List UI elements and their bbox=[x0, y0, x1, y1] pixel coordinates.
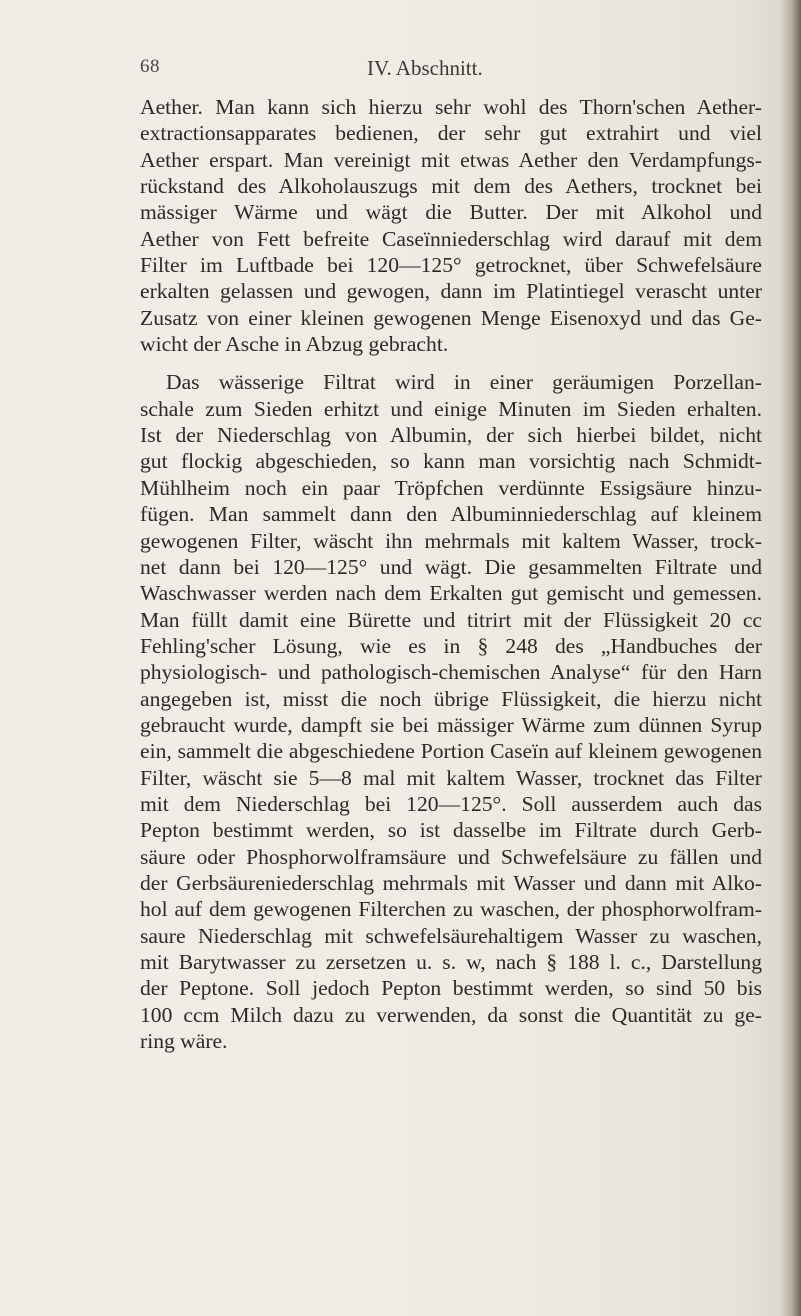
text-line: saure Niederschlag mit schwefelsäurehaltigem Wasser zu waschen, bbox=[140, 923, 762, 948]
page-edge-shadow bbox=[779, 0, 801, 1316]
text-line: Mühlheim noch ein paar Tröpfchen verdünnte Essigsäure hinzu- bbox=[140, 475, 762, 500]
text-line: net dann bei 120—125° und wägt. Die gesammelten Filtrate und bbox=[140, 554, 762, 579]
text-line: Filter, wäscht sie 5—8 mal mit kaltem Wasser, trocknet das Filter bbox=[140, 765, 762, 790]
body-text bbox=[140, 94, 762, 1054]
text-line: angegeben ist, misst die noch übrige Flüssigkeit, die hierzu nicht bbox=[140, 686, 762, 711]
text-line: Aether von Fett befreite Caseïnniederschlag wird darauf mit dem bbox=[140, 226, 762, 251]
text-line: Zusatz von einer kleinen gewogenen Menge Eisenoxyd und das Ge- bbox=[140, 305, 762, 330]
text-line: ring wäre. bbox=[140, 1029, 228, 1054]
text-line: erkalten gelassen und gewogen, dann im Platintiegel verascht unter bbox=[140, 279, 762, 304]
page-header bbox=[140, 56, 760, 86]
paragraph-gap bbox=[140, 357, 762, 369]
text-line: gut flockig abgeschieden, so kann man vorsichtig nach Schmidt- bbox=[140, 449, 762, 474]
text-line: schale zum Sieden erhitzt und einige Minuten im Sieden erhalten. bbox=[140, 396, 762, 421]
text-line: mit Barytwasser zu zersetzen u. s. w, nach § 188 l. c., Darstellung bbox=[140, 950, 762, 974]
text-line: gewogenen Filter, wäscht ihn mehrmals mit kaltem Wasser, trock- bbox=[140, 528, 762, 553]
text-line: ein, sammelt die abgeschiedene Portion Caseïn auf kleinem gewogenen bbox=[140, 739, 762, 764]
text-line: wicht der Asche in Abzug gebracht. bbox=[140, 332, 449, 357]
text-line: Pepton bestimmt werden, so ist dasselbe im Filtrate durch Gerb- bbox=[140, 818, 762, 843]
text-line: rückstand des Alkoholauszugs mit dem des Aethers, trocknet bei bbox=[140, 174, 762, 199]
running-head: IV. Abschnitt. bbox=[367, 56, 483, 80]
text-line: 100 ccm Milch dazu zu verwenden, da sonst die Quantität zu ge- bbox=[140, 1002, 762, 1027]
text-line: physiologisch- und pathologisch-chemischen Analyse“ für den Harn bbox=[140, 660, 762, 685]
text-line: Waschwasser werden nach dem Erkalten gut gemischt und gemessen. bbox=[140, 581, 762, 606]
text-line: gebraucht wurde, dampft sie bei mässiger Wärme zum dünnen Syrup bbox=[140, 712, 762, 737]
text-line: fügen. Man sammelt dann den Albuminniederschlag auf kleinem bbox=[140, 502, 762, 527]
text-line: säure oder Phosphorwolframsäure und Schwefelsäure zu fällen und bbox=[140, 844, 762, 869]
text-line: der Gerbsäureniederschlag mehrmals mit Wasser und dann mit Alko- bbox=[140, 870, 762, 895]
text-line: Man füllt damit eine Bürette und titrirt mit der Flüssigkeit 20 cc bbox=[140, 607, 762, 632]
text-line: Ist der Niederschlag von Albumin, der sich hierbei bildet, nicht bbox=[140, 423, 762, 448]
text-line: mit dem Niederschlag bei 120—125°. Soll ausserdem auch das bbox=[140, 791, 762, 816]
text-line: Aether. Man kann sich hierzu sehr wohl des Thorn'schen Aether- bbox=[140, 95, 762, 119]
text-line: Das wässerige Filtrat wird in einer geräumigen Porzellan- bbox=[166, 370, 762, 395]
text-line: mässiger Wärme und wägt die Butter. Der mit Alkohol und bbox=[140, 200, 762, 225]
page-number: 68 bbox=[140, 56, 160, 77]
text-line: hol auf dem gewogenen Filterchen zu waschen, der phosphorwolfram- bbox=[140, 897, 762, 922]
text-line: Aether erspart. Man vereinigt mit etwas Aether den Verdampfungs- bbox=[140, 147, 762, 172]
text-line: Fehling'scher Lösung, wie es in § 248 des „Handbuches der bbox=[140, 633, 762, 658]
text-line: extractionsapparates bedienen, der sehr gut extrahirt und viel bbox=[140, 121, 762, 146]
text-line: der Peptone. Soll jedoch Pepton bestimmt werden, so sind 50 bis bbox=[140, 976, 762, 1001]
text-line: Filter im Luftbade bei 120—125° getrocknet, über Schwefelsäure bbox=[140, 253, 762, 278]
